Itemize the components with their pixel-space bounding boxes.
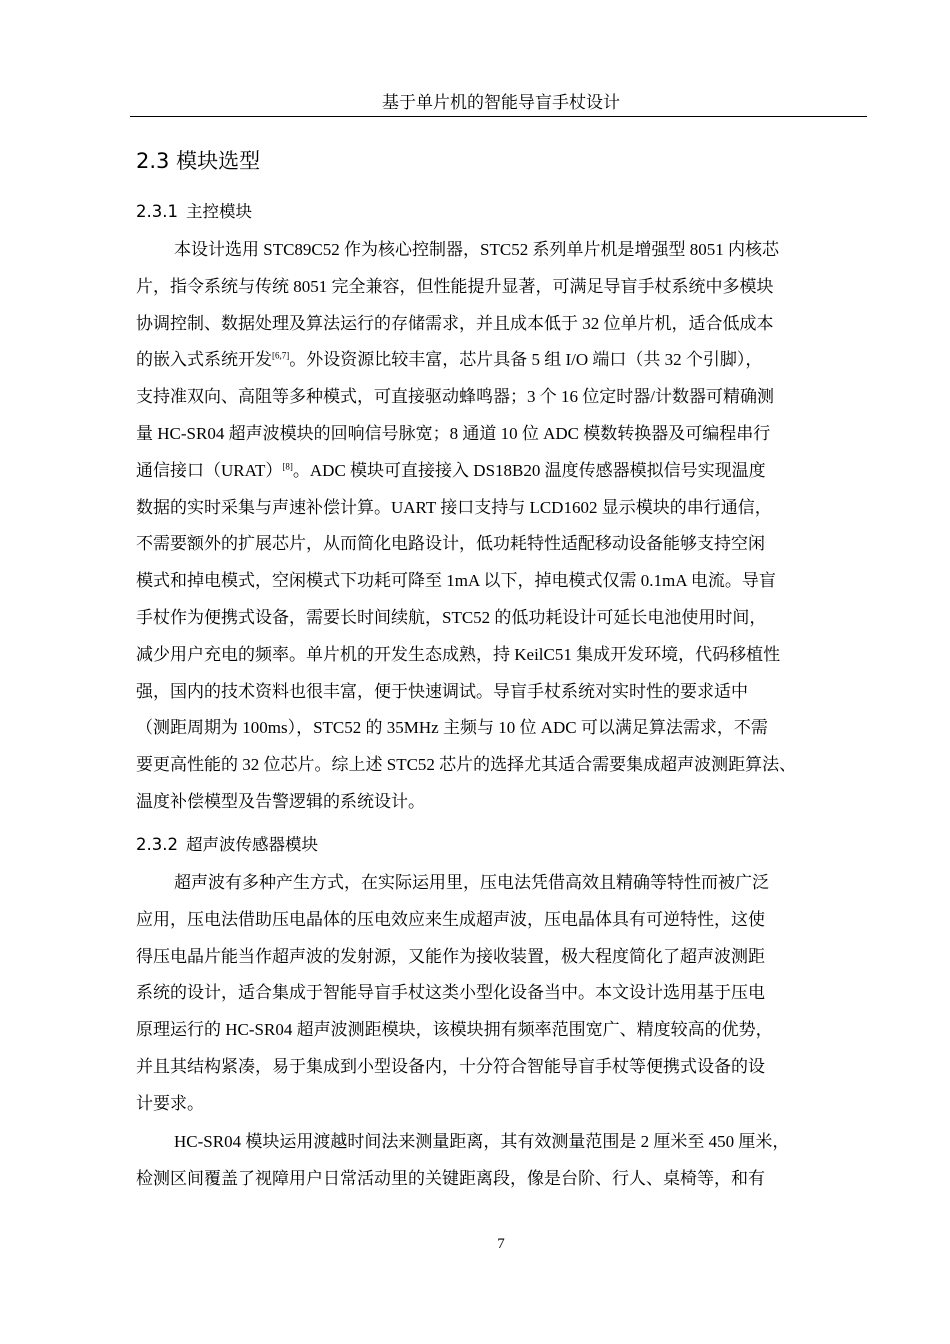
text-line	[136, 342, 866, 379]
text-line: 不需要额外的扩展芯片，从而简化电路设计，低功耗特性适配移动设备能够支持空闲	[136, 534, 765, 554]
text-line: 片，指令系统与传统 8051 完全兼容，但性能提升显著，可满足导盲手杖系统中多模块	[136, 276, 774, 296]
text-line: 检测区间覆盖了视障用户日常活动里的关键距离段，像是台阶、行人、桌椅等，和有	[136, 1168, 765, 1188]
paragraph-ultrasonic-2	[136, 1124, 866, 1198]
text-line: 计要求。	[136, 1093, 204, 1113]
text-line: 协调控制、数据处理及算法运行的存储需求，并且成本低于 32 位单片机，适合低成本	[136, 313, 774, 333]
header-rule	[130, 116, 867, 117]
text-line: 模式和掉电模式，空闲模式下功耗可降至 1mA 以下，掉电模式仅需 0.1mA 电流。导盲	[136, 571, 776, 591]
section-heading	[136, 147, 260, 175]
text-line: 量 HC-SR04 超声波模块的回响信号脉宽；8 通道 10 位 ADC 模数转换器及可编程串行	[136, 423, 771, 443]
subsection-heading-ultrasonic	[136, 834, 318, 856]
text-line: 数据的实时采集与声速补偿计算。UART 接口支持与 LCD1602 显示模块的串行通信，	[136, 497, 772, 517]
text-line: 强，国内的技术资料也很丰富，便于快速调试。导盲手杖系统对实时性的要求适中	[136, 681, 748, 701]
text-line: HC-SR04 模块运用渡越时间法来测量距离，其有效测量范围是 2 厘米至 450 厘米，	[174, 1132, 790, 1151]
citation: [6,7]	[272, 350, 290, 361]
subsection-title: 超声波传感器模块	[185, 835, 318, 854]
text-line: 减少用户充电的频率。单片机的开发生态成熟，持 KeilC51 集成开发环境，代码移植性	[136, 644, 781, 664]
text-line: 手杖作为便携式设备，需要长时间续航，STC52 的低功耗设计可延长电池使用时间，	[136, 607, 767, 627]
text-fragment: 的嵌入式系统开发	[136, 350, 272, 370]
subsection-number: 2.3.2	[136, 835, 178, 854]
text-line: 支持准双向、高阻等多种模式，可直接驱动蜂鸣器；3 个 16 位定时器/计数器可精确测	[136, 387, 774, 407]
paragraph-ultrasonic-1	[136, 865, 866, 1123]
subsection-heading-main-control	[136, 201, 252, 223]
text-line: 得压电晶片能当作超声波的发射源，又能作为接收装置，极大程度简化了超声波测距	[136, 946, 765, 966]
text-line: 原理运行的 HC-SR04 超声波测距模块，该模块拥有频率范围宽广、精度较高的优势，	[136, 1020, 773, 1040]
text-line: 要更高性能的 32 位芯片。综上述 STC52 芯片的选择尤其适合需要集成超声波测距算法、	[136, 755, 797, 775]
text-fragment: 。外设资源比较丰富，芯片具备 5 组 I/O 端口（共 32 个引脚），	[289, 350, 763, 370]
text-line: 本设计选用 STC89C52 作为核心控制器，STC52 系列单片机是增强型 8051 内核芯	[174, 240, 779, 259]
section-number: 2.3	[136, 149, 170, 173]
subsection-number: 2.3.1	[136, 202, 178, 221]
text-line: 温度补偿模型及告警逻辑的系统设计。	[136, 791, 425, 811]
text-line: 超声波有多种产生方式，在实际运用里，压电法凭借高效且精确等特性而被广泛	[174, 873, 769, 892]
subsection-title: 主控模块	[185, 202, 252, 221]
text-fragment: 通信接口（URAT）	[136, 460, 283, 480]
text-line: 并且其结构紧凑，易于集成到小型设备内，十分符合智能导盲手杖等便携式设备的设	[136, 1056, 765, 1076]
paragraph-main-control	[136, 232, 866, 821]
text-line: 系统的设计，适合集成于智能导盲手杖这类小型化设备当中。本文设计选用基于压电	[136, 983, 765, 1003]
section-title: 模块选型	[176, 149, 261, 173]
text-fragment: 。ADC 模块可直接接入 DS18B20 温度传感器模拟信号实现温度	[292, 460, 766, 480]
text-line	[136, 453, 866, 490]
text-line: （测距周期为 100ms），STC52 的 35MHz 主频与 10 位 ADC 可以满足算法需求，不需	[136, 718, 768, 738]
text-line: 应用，压电法借助压电晶体的压电效应来生成超声波，压电晶体具有可逆特性，这使	[136, 909, 765, 929]
page-number: 7	[497, 1236, 505, 1252]
citation: [8]	[282, 461, 293, 472]
running-header: 基于单片机的智能导盲手杖设计	[382, 93, 620, 113]
